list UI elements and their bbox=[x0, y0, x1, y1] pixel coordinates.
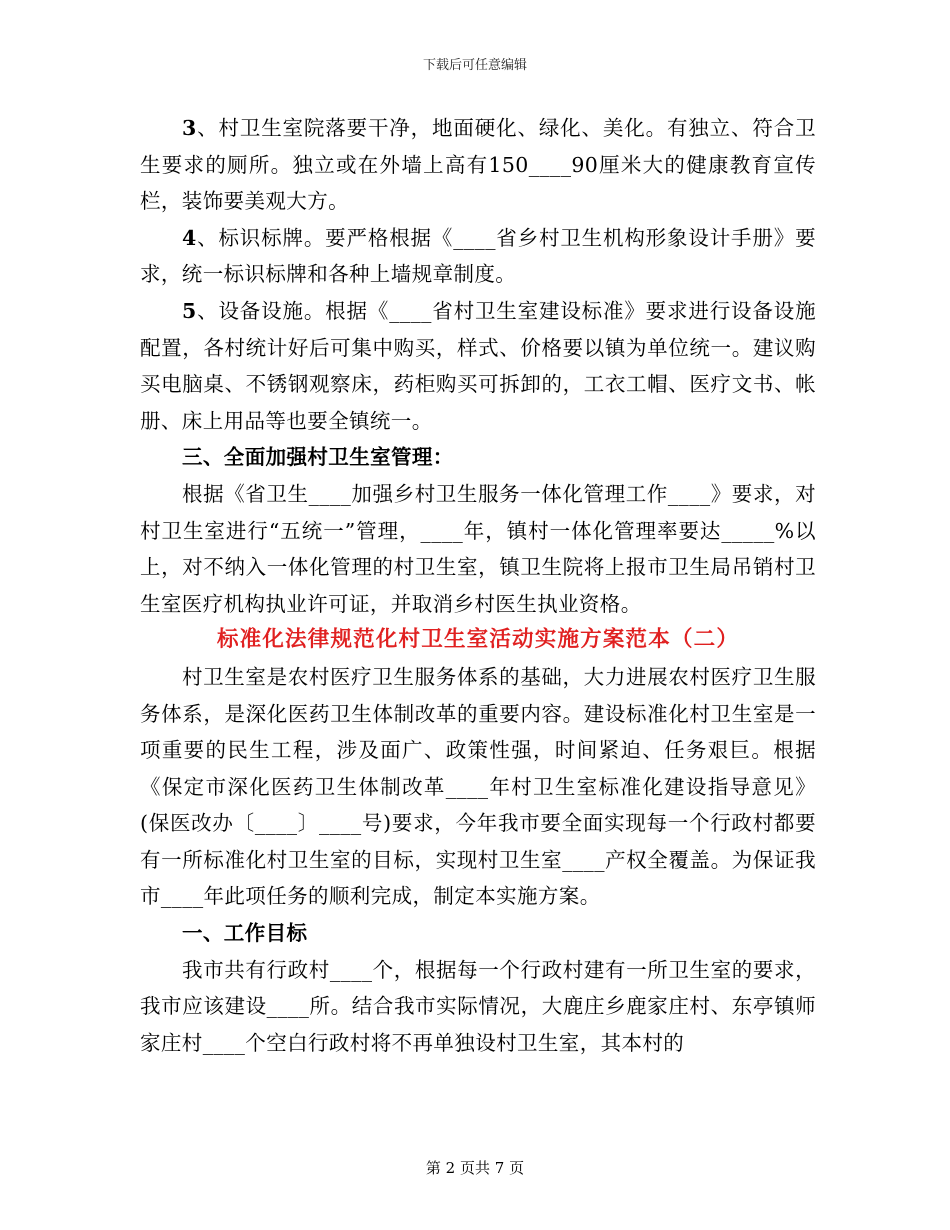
paragraph-item-4 bbox=[140, 220, 816, 293]
section-body-management: 根据《省卫生____加强乡村卫生服务一体化管理工作____》要求，对村卫生室进行“五统一”管理，____年，镇村一体化管理率要达_____%以上，对不纳入一体化管理的村卫生室，镇卫生院将上报市卫生局吊销村卫生室医疗机构执业许可证，并取消乡村医生执业资格。 bbox=[140, 481, 816, 616]
paragraph-item-5 bbox=[140, 293, 816, 439]
paragraph-text: 、标识标牌。要严格根据《____省乡村卫生机构形象设计手册》要求，统一标识标牌和各种上墙规章制度。 bbox=[140, 225, 816, 287]
page-header: 下载后可任意编辑 bbox=[422, 58, 527, 73]
document-title: 标准化法律规范化村卫生室活动实施方案范本（二） bbox=[216, 627, 740, 653]
paragraph-text: 、村卫生室院落要干净，地面硬化、绿化、美化。有独立、符合卫生要求的厕所。独立或在外墙上高有150____90厘米大的健康教育宣传栏，装饰要美观大方。 bbox=[140, 116, 816, 214]
section-heading-management: 三、全面加强村卫生室管理： bbox=[182, 445, 454, 470]
paragraph-item-3 bbox=[140, 110, 816, 220]
section-heading-goal: 一、工作目标 bbox=[182, 921, 308, 946]
paragraph-text: 、设备设施。根据《____省村卫生室建设标准》要求进行设备设施配置，各村统计好后可集中购买，样式、价格要以镇为单位统一。建议购买电脑桌、不锈钢观察床，药柜购买可拆卸的，工衣工帽、医疗文书、帐册、床上用品等也要全镇统一。 bbox=[140, 298, 816, 433]
intro-paragraph: 村卫生室是农村医疗卫生服务体系的基础，大力进展农村医疗卫生服务体系，是深化医药卫生体制改革的重要内容。建设标准化村卫生室是一项重要的民生工程，涉及面广、政策性强，时间紧迫、任务艰巨。根据《保定市深化医药卫生体制改革____年村卫生室标准化建设指导意见》(保医改办〔____〕____号)要求，今年我市要全面实现每一个行政村都要有一所标准化村卫生室的目标，实现村卫生室____产权全覆盖。为保证我市____年此项任务的顺利完成，制定本实施方案。 bbox=[140, 664, 816, 909]
item-number: 3 bbox=[182, 116, 197, 140]
page-footer: 第 2 页共 7 页 bbox=[425, 1159, 525, 1177]
item-number: 5 bbox=[182, 298, 197, 323]
section-body-goal: 我市共有行政村____个，根据每一个行政村建有一所卫生室的要求，我市应该建设____所。结合我市实际情况，大鹿庄乡鹿家庄村、东亭镇师家庄村____个空白行政村将不再单独设村卫生室，其本村的 bbox=[140, 957, 816, 1055]
document-body bbox=[140, 110, 816, 1061]
item-number: 4 bbox=[182, 225, 197, 250]
